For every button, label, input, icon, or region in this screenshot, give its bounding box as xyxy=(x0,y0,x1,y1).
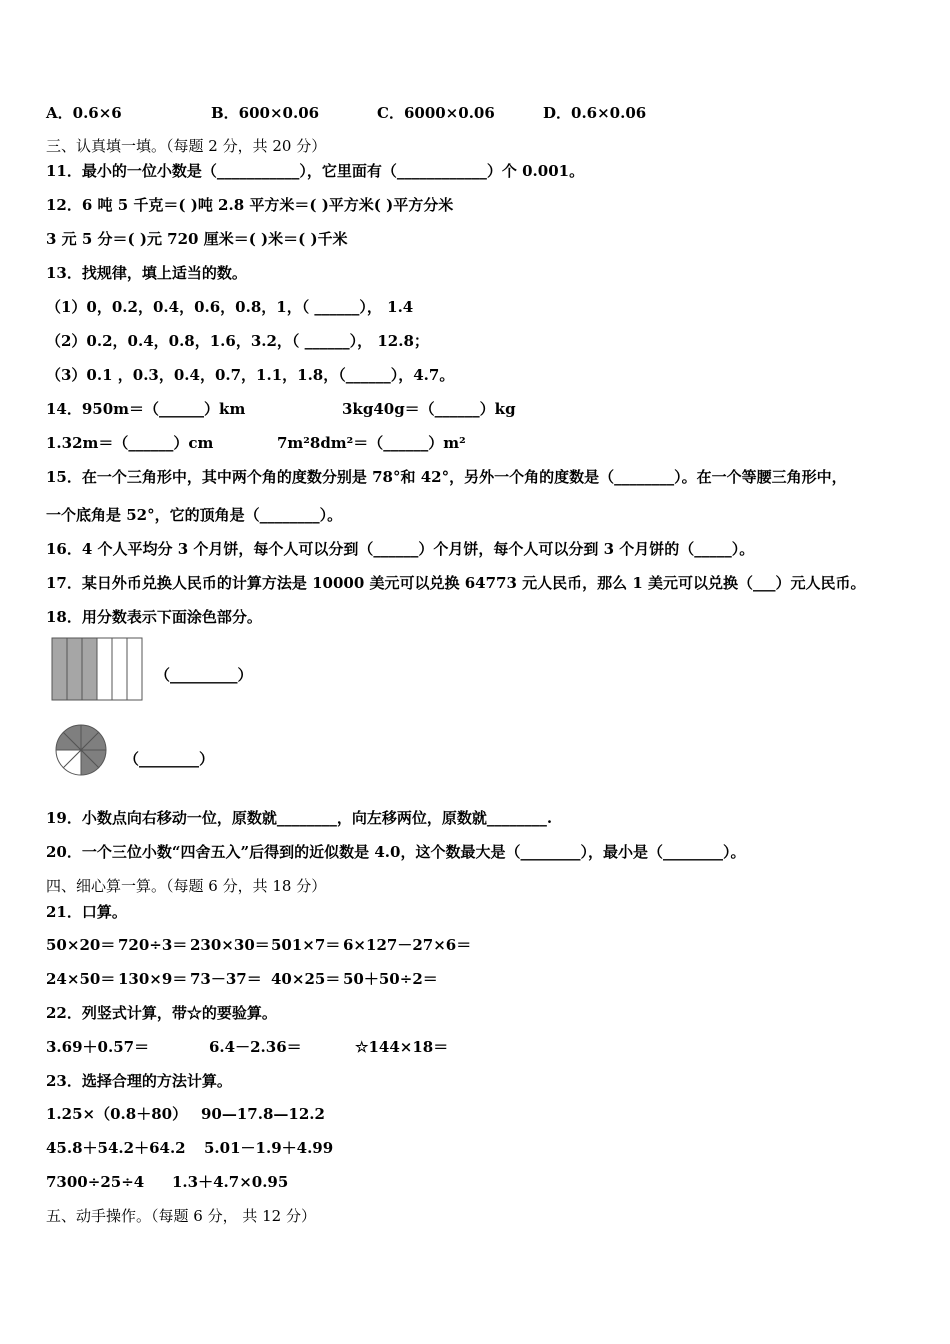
option-b: B．600×0.06 xyxy=(211,104,320,122)
question-13-part-1: （1）0，0.2，0.4，0.6，0.8，1，（ ______）， 1.4 xyxy=(46,298,414,316)
shaded-circle-figure xyxy=(54,723,108,777)
question-14-a-left: 14．950m＝（______）km xyxy=(46,400,246,418)
question-12-line-1: 12．6 吨 5 千克＝( )吨 2.8 平方米＝( )平方米( )平方分米 xyxy=(46,196,454,214)
section-5-heading: 五、动手操作。（每题 6 分， 共 12 分） xyxy=(46,1207,316,1225)
vertical-calc-item: ☆144×18＝ xyxy=(355,1038,449,1056)
oral-calc-item: 501×7＝ xyxy=(271,936,341,954)
oral-calc-item: 50＋50÷2＝ xyxy=(343,970,438,988)
question-17: 17．某日外币兑换人民币的计算方法是 10000 美元可以兑换 64773 元人民币，那么 1 美元可以兑换（___）元人民币。 xyxy=(46,574,866,592)
rect-strip-5 xyxy=(112,638,127,700)
simplify-calc-item: 1.3＋4.7×0.95 xyxy=(172,1173,289,1191)
oral-calc-item: 24×50＝ xyxy=(46,970,116,988)
option-c: C．6000×0.06 xyxy=(377,104,495,122)
rect-strip-3 xyxy=(82,638,97,700)
rect-strip-1 xyxy=(52,638,67,700)
oral-calc-item: 720÷3＝ xyxy=(118,936,188,954)
section-4-heading: 四、细心算一算。（每题 6 分，共 18 分） xyxy=(46,877,327,895)
question-14-b-left: 1.32m＝（______）cm xyxy=(46,434,214,452)
question-13-part-2: （2）0.2，0.4，0.8，1.6，3.2，（ ______）， 12.8； xyxy=(46,332,429,350)
rect-strip-2 xyxy=(67,638,82,700)
oral-calc-item: 6×127－27×6＝ xyxy=(343,936,472,954)
question-18-blank-2: （________） xyxy=(124,750,215,768)
question-16: 16．4 个人平均分 3 个月饼，每个人可以分到（______）个月饼，每个人可以分到 3 个月饼的（_____）。 xyxy=(46,540,755,558)
question-18: 18．用分数表示下面涂色部分。 xyxy=(46,608,262,626)
oral-calc-item: 73－37＝ xyxy=(190,970,262,988)
question-18-blank-1: （_________） xyxy=(155,666,253,684)
question-20: 20．一个三位小数“四舍五入”后得到的近似数是 4.0，这个数最大是（________），最小是（________）。 xyxy=(46,843,746,861)
question-21: 21．口算。 xyxy=(46,903,127,921)
question-14-a-right: 3kg40g＝（______）kg xyxy=(342,400,516,418)
question-19: 19．小数点向右移动一位，原数就________，向左移两位，原数就________. xyxy=(46,809,553,827)
question-23: 23．选择合理的方法计算。 xyxy=(46,1072,232,1090)
question-12-line-2: 3 元 5 分＝( )元 720 厘米＝( )米＝( )千米 xyxy=(46,230,348,248)
option-d: D．0.6×0.06 xyxy=(543,104,647,122)
vertical-calc-item: 3.69＋0.57＝ xyxy=(46,1038,150,1056)
rect-strip-4 xyxy=(97,638,112,700)
question-11: 11．最小的一位小数是（___________），它里面有（____________）个 0.001。 xyxy=(46,162,585,180)
section-3-heading: 三、认真填一填。（每题 2 分，共 20 分） xyxy=(46,137,327,155)
rect-strip-6 xyxy=(127,638,142,700)
question-15-line-1: 15．在一个三角形中，其中两个角的度数分别是 78°和 42°，另外一个角的度数是（________）。在一个等腰三角形中， xyxy=(46,468,847,486)
shaded-rectangle-figure xyxy=(51,637,143,701)
oral-calc-item: 40×25＝ xyxy=(271,970,341,988)
simplify-calc-item: 45.8＋54.2＋64.2 xyxy=(46,1139,186,1157)
simplify-calc-item: 5.01－1.9＋4.99 xyxy=(204,1139,334,1157)
option-a: A．0.6×6 xyxy=(46,104,122,122)
question-15-line-2: 一个底角是 52°，它的顶角是（________）。 xyxy=(46,506,343,524)
question-14-b-right: 7m²8dm²＝（______）m² xyxy=(277,434,466,452)
oral-calc-item: 130×9＝ xyxy=(118,970,188,988)
vertical-calc-item: 6.4－2.36＝ xyxy=(209,1038,302,1056)
simplify-calc-item: 90—17.8—12.2 xyxy=(201,1105,325,1123)
question-13-part-3: （3）0.1 ，0.3，0.4，0.7，1.1，1.8，（______），4.7。 xyxy=(46,366,455,384)
oral-calc-item: 50×20＝ xyxy=(46,936,116,954)
question-13: 13．找规律，填上适当的数。 xyxy=(46,264,247,282)
simplify-calc-item: 1.25×（0.8＋80） xyxy=(46,1105,188,1123)
simplify-calc-item: 7300÷25÷4 xyxy=(46,1173,145,1191)
question-22: 22．列竖式计算，带☆的要验算。 xyxy=(46,1004,277,1022)
oral-calc-item: 230×30＝ xyxy=(190,936,270,954)
